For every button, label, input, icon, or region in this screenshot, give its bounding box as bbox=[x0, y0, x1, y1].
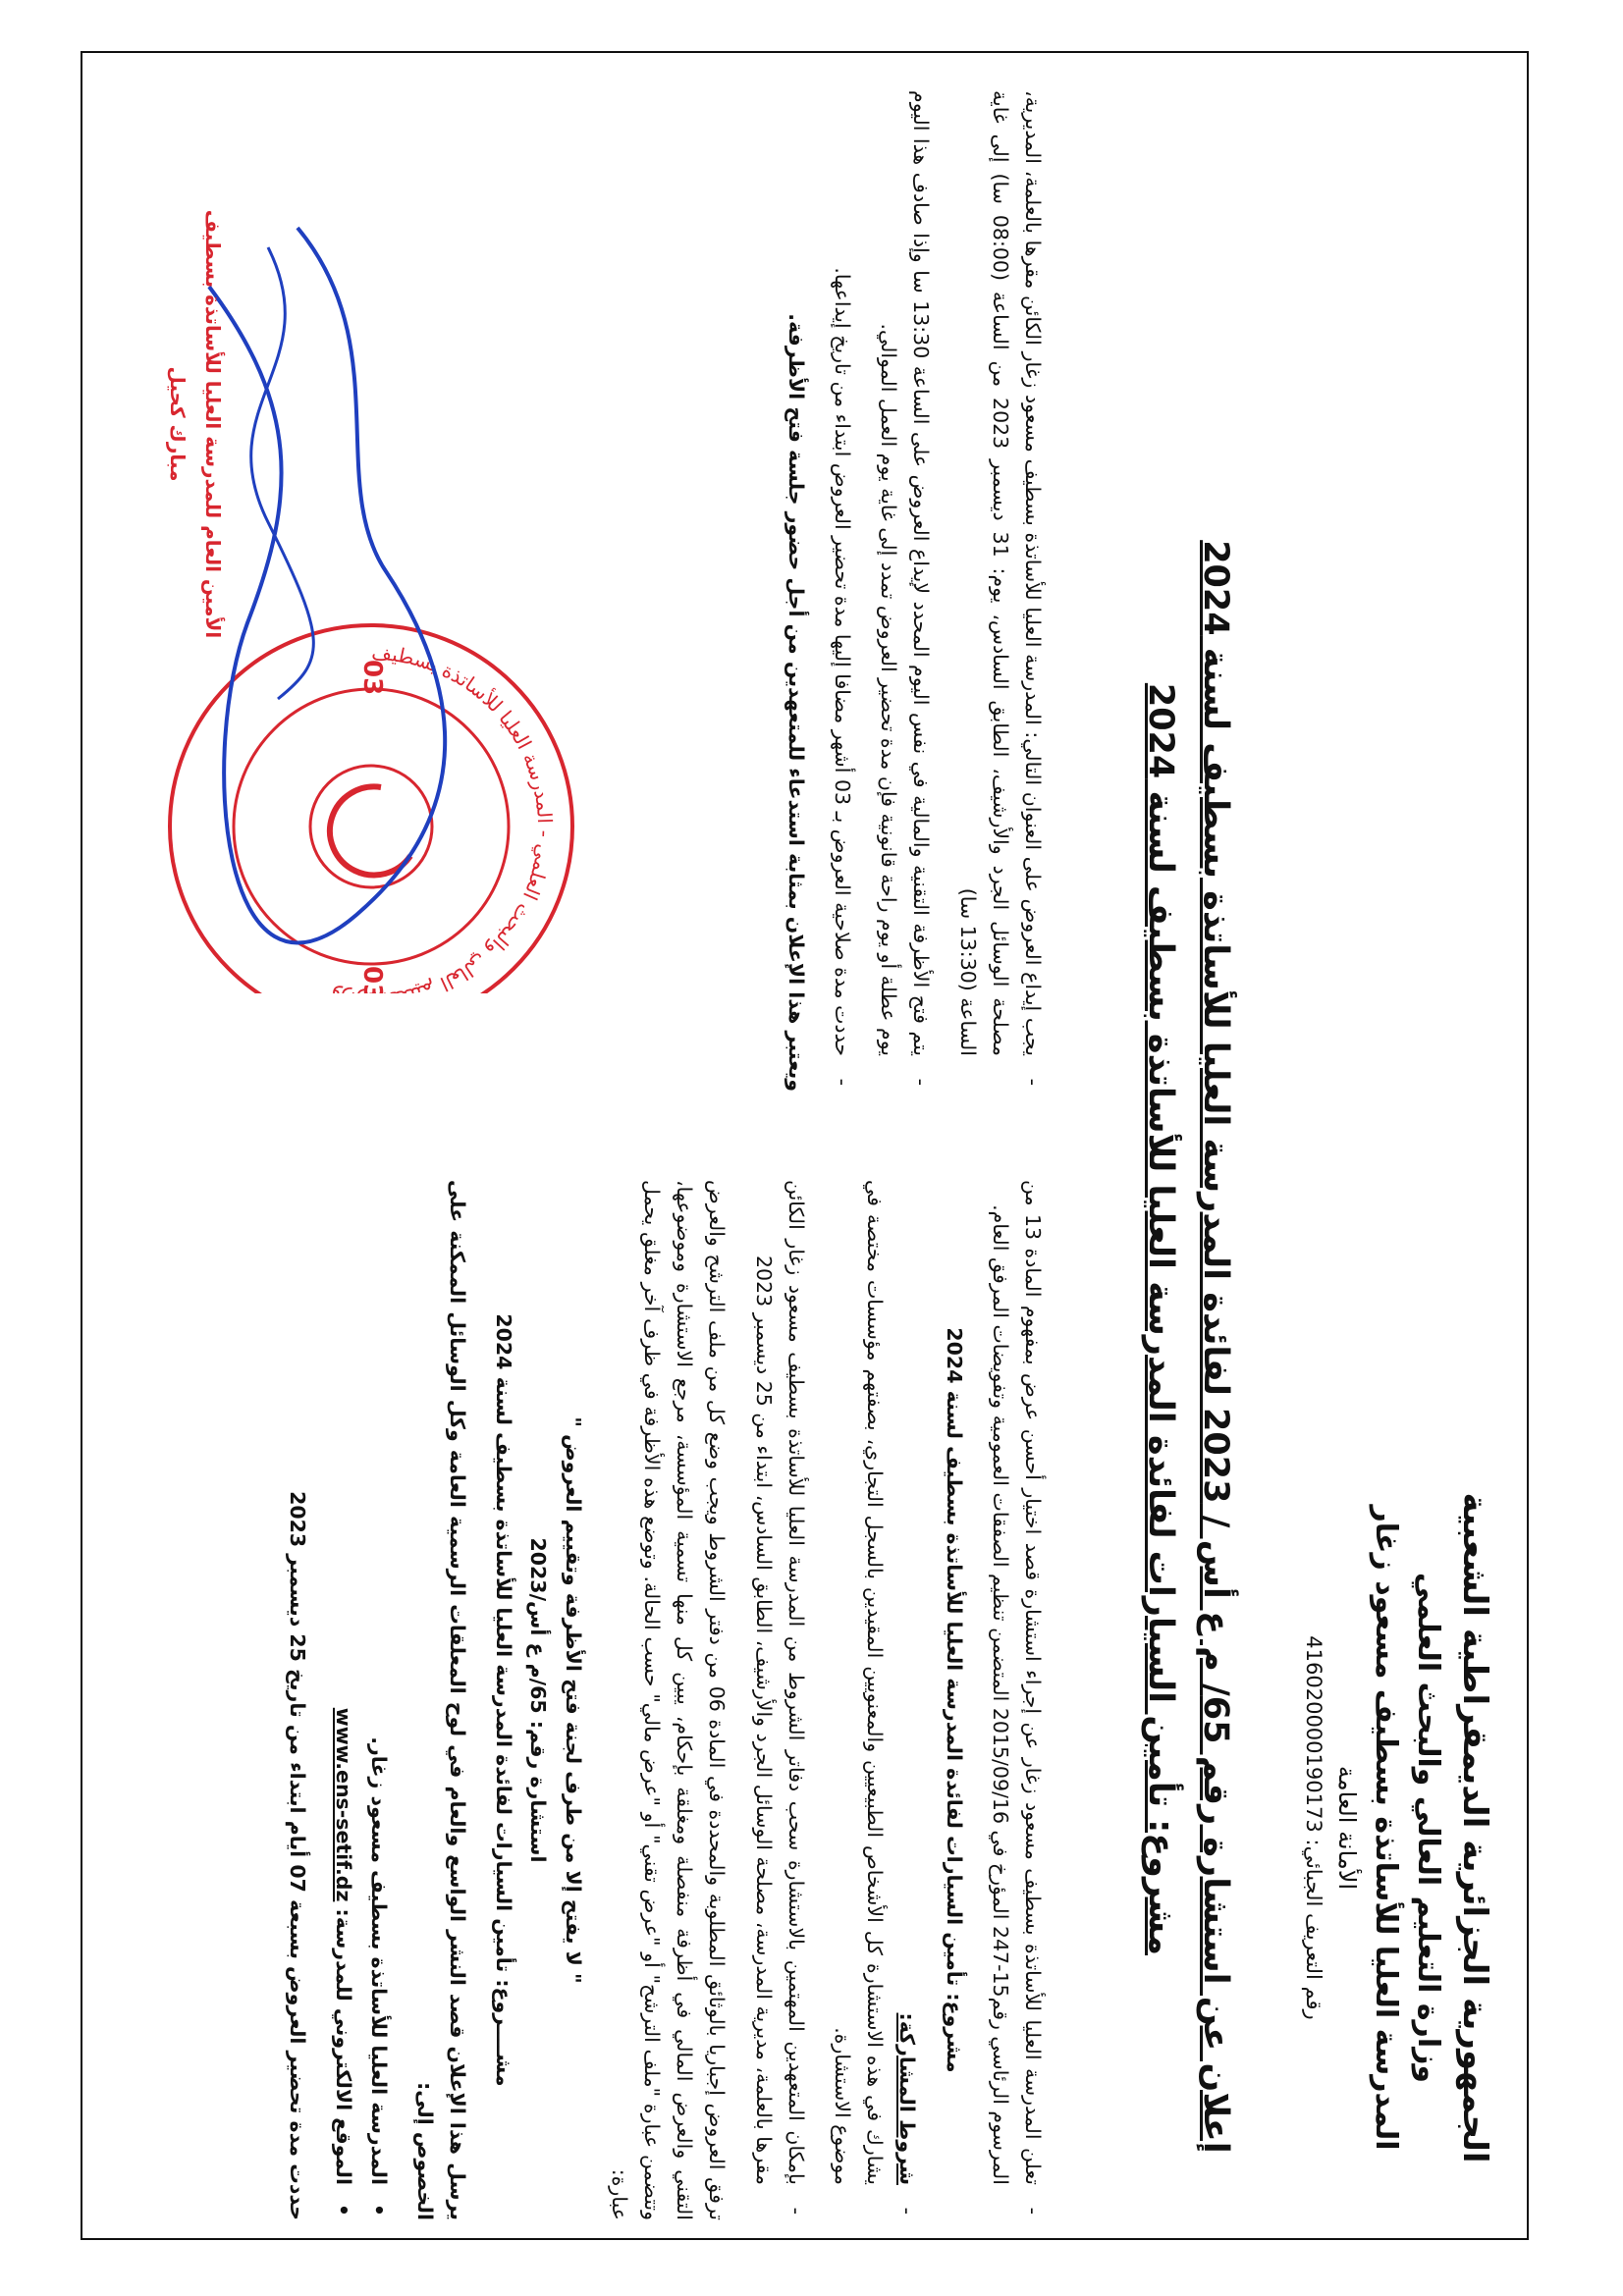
letterhead bbox=[1302, 1455, 1494, 2201]
signature-block bbox=[160, 149, 231, 699]
publish-bullet-school: • المدرسة العليا للأساتذة بسطيف مسعود زغار. bbox=[361, 1180, 394, 2220]
conditions-paragraph bbox=[826, 1180, 924, 2220]
publish-bullet-website bbox=[327, 1180, 359, 2220]
announcement-title: إعلان عن استشارة رقم 65/ م ع أس / 2023 لفائدة المدرسة العليا للأساتذة بسطيف لسنة 2024 bbox=[1196, 540, 1235, 2154]
stamp-number-right: 03 bbox=[357, 966, 387, 993]
stamp-and-signature bbox=[111, 110, 622, 993]
deposit-paragraph: - يجب إيداع العروض على العنوان التالي: المدرسة العليا للأساتذة بسطيف مسعود زغار الكائن مقرها بالعلمة، المديرية، مصلحة الوسائل الجرد والأرشيف، الطابق السادس، يوم: 31 ديسمبر 2023 من الساعة (08:00 سا) إلى غاية الساعة (13:30 سا) bbox=[950, 90, 1049, 1092]
quote-project: مشــــروع: تأمين السيارات لفائدة المدرسة العليا للأساتذة بسطيف لسنة 2024 bbox=[492, 1313, 516, 2087]
signature-title: الأمين العام للمدرسة العليا للأساتذة بسطيف bbox=[201, 209, 225, 639]
school-line: المدرسة العليا للأساتذة بسطيف مسعود زغار bbox=[1369, 1505, 1403, 2151]
tax-id-line: رقم التعريف الجبائي: 416020000190173 bbox=[1302, 1635, 1325, 2020]
conditions-text: يشارك في هذه الاستشارة كل الأشخاص الطبيعيين والمعنويين المقيدين بالسجل التجاري، بصفتهم مؤسسات مختصة في موضوع الاستشارة. bbox=[830, 1180, 888, 2185]
conditions-title: شروط المشاركة: bbox=[895, 2012, 920, 2185]
duration-paragraph: حددت مدة تحضير العروض بسبعة 07 أيام ابتداء من تاريخ 25 ديسمبر 2023 bbox=[286, 1491, 310, 2220]
left-column bbox=[766, 90, 1049, 1092]
website-label: الموقع الالكتروني للمدرسة: bbox=[332, 1908, 356, 2185]
rotated-document bbox=[81, 51, 1530, 2240]
signature-scribble bbox=[209, 228, 445, 942]
project-label: مشروع: تأمين السيارات لفائدة المدرسة العليا للأساتذة بسطيف لسنة 2024 bbox=[942, 1327, 966, 2073]
titles bbox=[1141, 512, 1235, 2181]
stamp-number-left: 03 bbox=[357, 660, 387, 696]
website-link[interactable]: www.ens-setif.dz bbox=[332, 1707, 356, 1902]
project-title: مشروع: تأمين السيارات لفائدة المدرسة العليا للأساتذة بسطيف لسنة 2024 bbox=[1141, 682, 1180, 1955]
validity-paragraph: - حددت مدة صلاحية العروض بـ 03 أشهر مضافا إليها مدة تحضير العروض ابتداء من تاريخ إيداعها. bbox=[826, 90, 858, 1092]
withdraw-paragraph: - بإمكان المتعهدين المهتمين بالاستشارة سحب دفاتر الشروط من المدرسة العليا للأساتذة بسطيف مسعود زغار الكائن مقرها بالعلمة، مديرية المدرسة، مصلحة الوسائل الجرد والأرشيف، الطابق السادس، ابتداء من 25 ديسمبر 2023 bbox=[746, 1180, 811, 2220]
intro-paragraph: - تعلن المدرسة العليا للأساتذة بسطيف مسعود زغار عن إجراء استشارة قصد اختيار أحسن عرض بمفهوم المادة 13 من المرسوم الرئاسي رقم15-247 المؤرخ في 2015/09/16 المتضمن تنظيم الصفقات العمومية وتفويضات المرفق العام. bbox=[984, 1180, 1049, 2220]
summons-paragraph: ويعتبر هذا الإعلان بمثابة استدعاء للمتعهدين من أجل حضور جلسة فتح الأظرفة. bbox=[784, 313, 808, 1092]
ministry-line: وزارة التعليم العالي والبحث العلمي bbox=[1411, 1572, 1445, 2084]
publish-paragraph: يرسل هذا الإعلان قصد النشر الواسع والعام في لوح المعلقات الرسمية العامة وكل الوسائل الممكنة على الخصوص إلى: bbox=[412, 1180, 469, 2220]
republic-line: الجمهورية الجزائرية الديمقراطية الشعبية bbox=[1455, 1492, 1494, 2163]
offers-paragraph: ترفق العروض إجباريا بالوثائق المطلوبة والمحددة في المادة 06 من دفتر الشروط ويجب وضع كل من ملف الترشح والعرض التقني والعرض المالي في أظرفة منفصلة ومغلقة بإحكام، يبين كل منها تسمية المؤسسة، مرجع الاستشارة وموضوعها، وتتضمن عبارة "ملف الترشح" أو "عرض تقني" أو "عرض مالي" حسب الحالة. وتوضع هذه الأظرفة في ظرف آخر مغلق يحمل عبارة: bbox=[607, 1180, 730, 2220]
secretariat-line: الأمانة العامة bbox=[1333, 1765, 1361, 1891]
opening-paragraph: - يتم فتح الأظرفة التقنية والمالية في نفس اليوم المحدد لإيداع العروض على الساعة 13:30 سا وإذا صادف هذا اليوم يوم عطلة أو يوم راحة قانونية فإن مدة تحضير العروض تمدد إلى غاية يوم العمل الموالي. bbox=[872, 90, 937, 1092]
quote-ref: استشارة رقم: 65/م ع أس/2023 bbox=[526, 1537, 551, 1863]
signature-name: مبارك كحيل bbox=[166, 366, 189, 482]
quote-line: " لا يفتح إلا من طرف لجنة فتح الأظرفة وتقييم العروض " bbox=[561, 1416, 585, 1984]
stamp-ring-text: يم العالي والبحث العلمي - المدرسة العليا للأساتذة بسطيف bbox=[370, 640, 557, 993]
right-column bbox=[267, 1180, 1049, 2220]
